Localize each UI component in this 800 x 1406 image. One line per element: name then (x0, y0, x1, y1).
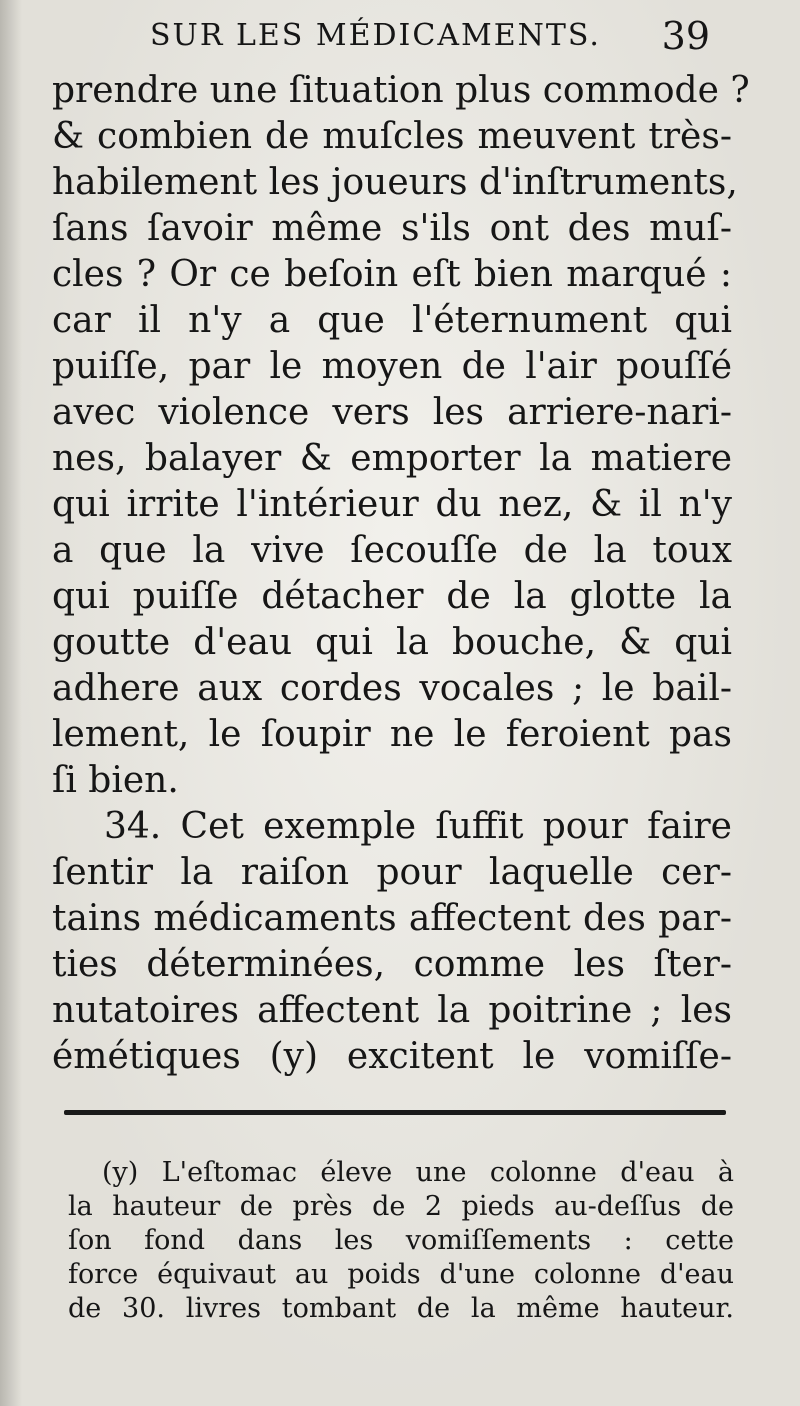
text-line: car il n'y a que l'éternument qui (52, 300, 732, 341)
text-line: a que la vive ſecouſſe de la toux (52, 530, 732, 571)
footnote-line: force équivaut au poids d'une colonne d'eau (68, 1259, 734, 1290)
text-line: ties déterminées, comme les ſter- (52, 944, 732, 985)
page-edge-shadow (0, 0, 22, 1406)
footnote-line: la hauteur de près de 2 pieds au-deſſus de (68, 1191, 734, 1222)
footnote-line: (y) L'eſtomac éleve une colonne d'eau à (102, 1157, 734, 1188)
text-line: adhere aux cordes vocales ; le bail- (52, 668, 732, 709)
text-line: émétiques (y) excitent le vomiſſe- (52, 1036, 732, 1077)
page-number: 39 (661, 14, 710, 58)
text-line: lement, le ſoupir ne le feroient pas (52, 714, 732, 755)
text-line: qui irrite l'intérieur du nez, & il n'y (52, 484, 732, 525)
text-line: nutatoires affectent la poitrine ; les (52, 990, 732, 1031)
text-line: ſi bien. (52, 760, 179, 801)
footnote-line: ſon fond dans les vomiſſements : cette (68, 1225, 734, 1256)
text-line: qui puiſſe détacher de la glotte la (52, 576, 732, 617)
footnote-rule (64, 1110, 726, 1115)
text-line: habilement les joueurs d'inſtruments, (52, 162, 738, 203)
text-line: ſans ſavoir même s'ils ont des muſ- (52, 208, 732, 249)
page-header (150, 14, 740, 64)
running-title: SUR LES MÉDICAMENTS. (150, 18, 601, 53)
footnote (68, 1156, 734, 1326)
text-line: avec violence vers les arriere-nari- (52, 392, 732, 433)
text-line: tains médicaments affectent des par- (52, 898, 732, 939)
text-line: nes, balayer & emporter la matiere (52, 438, 732, 479)
text-line: & combien de muſcles meuvent très- (52, 116, 732, 157)
text-line: ſentir la raiſon pour laquelle cer- (52, 852, 732, 893)
text-line: goutte d'eau qui la bouche, & qui (52, 622, 732, 663)
footnote-line: de 30. livres tombant de la même hauteur. (68, 1293, 734, 1324)
text-line: prendre une ſituation plus commode ? (52, 70, 750, 111)
body-text (52, 68, 750, 1080)
text-line: puiſſe, par le moyen de l'air pouſſé (52, 346, 732, 387)
paragraph-start-line: 34. Cet exemple ſuffit pour faire (104, 806, 732, 847)
text-line: cles ? Or ce beſoin eſt bien marqué : (52, 254, 732, 295)
